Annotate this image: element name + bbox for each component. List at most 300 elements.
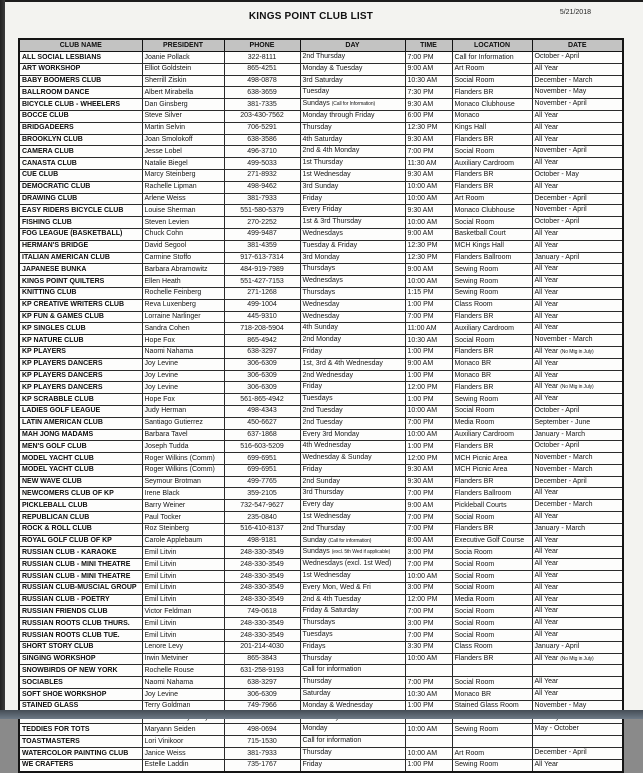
club-name-cell: MEN'S GOLF CLUB (19, 441, 142, 453)
day-text: Wednesdays (302, 229, 343, 237)
president-cell: Barbara Abramowitz (142, 264, 224, 276)
day-cell (300, 134, 405, 146)
club-name-cell: MODEL YACHT CLUB (19, 453, 142, 465)
date-note: (No Mtg in July) (560, 384, 594, 391)
time-cell: 10:00 AM (405, 405, 452, 417)
president-cell: Santiago Gutierrez (142, 417, 224, 429)
club-name-cell: PICKLEBALL CLUB (19, 500, 142, 512)
club-name-cell: BROOKLYN CLUB (19, 134, 142, 146)
phone-cell: 499-7765 (224, 476, 300, 488)
date-cell (532, 63, 623, 75)
time-cell: 10:00 AM (405, 653, 452, 665)
day-text: Tuesday (302, 88, 330, 96)
location-cell: Social Room (452, 335, 532, 347)
club-name-cell: RUSSIAN CLUB - KARAOKE (19, 547, 142, 559)
day-cell (300, 358, 405, 370)
location-cell: Monaco (452, 110, 532, 122)
time-cell: 7:00 PM (405, 677, 452, 689)
phone-cell: 484-919-7989 (224, 264, 300, 276)
president-cell: Elliot Goldstein (142, 63, 224, 75)
date-cell (532, 394, 623, 406)
time-cell: 9:30 AM (405, 134, 452, 146)
date-cell (532, 759, 623, 771)
day-cell (300, 689, 405, 701)
location-cell: Auxiliary Cardroom (452, 323, 532, 335)
table-row (19, 276, 623, 288)
location-cell: Social Room (452, 405, 532, 417)
president-cell: Seymour Brotman (142, 476, 224, 488)
date-cell (532, 405, 623, 417)
time-cell: 10:00 AM (405, 193, 452, 205)
club-name-cell: RUSSIAN CLUB - POETRY (19, 594, 142, 606)
table-row (19, 535, 623, 547)
date-cell (532, 323, 623, 335)
location-cell: Art Room (452, 193, 532, 205)
day-cell (300, 158, 405, 170)
table-row (19, 653, 623, 665)
day-note: (excl. 5th Wed if applicable) (331, 549, 391, 556)
table-row (19, 464, 623, 476)
location-cell: Socia Room (452, 547, 532, 559)
date-cell (532, 582, 623, 594)
day-text: Friday (302, 347, 322, 355)
scan-edge-top (0, 0, 643, 2)
day-cell (300, 394, 405, 406)
date-cell (532, 382, 623, 394)
club-name-cell: CUE CLUB (19, 169, 142, 181)
date-text: All Year (534, 64, 559, 72)
time-cell: 9:00 AM (405, 63, 452, 75)
table-row (19, 630, 623, 642)
phone-cell: 499-5033 (224, 158, 300, 170)
president-cell: Emil Litvin (142, 630, 224, 642)
date-cell (532, 441, 623, 453)
phone-cell: 306-6309 (224, 382, 300, 394)
day-text: 3rd Monday (302, 253, 340, 261)
date-cell (532, 547, 623, 559)
location-cell: Call for Information (452, 52, 532, 64)
phone-cell: 638-3297 (224, 677, 300, 689)
day-text: 1st Wednesday (302, 513, 351, 521)
day-cell (300, 335, 405, 347)
date-cell (532, 559, 623, 571)
location-cell: Media Room (452, 594, 532, 606)
time-cell: 10:00 AM (405, 748, 452, 760)
day-cell (300, 653, 405, 665)
table-row (19, 63, 623, 75)
table-row (19, 382, 623, 394)
date-text: November - May (534, 88, 587, 96)
location-cell: Auxiliary Cardroom (452, 158, 532, 170)
date-cell (532, 299, 623, 311)
time-cell: 12:00 PM (405, 453, 452, 465)
day-text: 1st Wednesday (302, 170, 351, 178)
col-header-president: PRESIDENT (142, 39, 224, 52)
phone-cell: 248-330-3549 (224, 559, 300, 571)
club-name-cell: ITALIAN AMERICAN CLUB (19, 252, 142, 264)
phone-cell: 381-4359 (224, 240, 300, 252)
table-row (19, 370, 623, 382)
president-cell: Rochelle Feinberg (142, 287, 224, 299)
date-text: All Year (534, 560, 559, 568)
day-text: 1st Wednesday (302, 572, 351, 580)
president-cell: Emil Litvin (142, 582, 224, 594)
location-cell: Social Room (452, 582, 532, 594)
location-cell: Flanders BR (452, 169, 532, 181)
day-cell (300, 169, 405, 181)
table-row (19, 181, 623, 193)
table-row (19, 500, 623, 512)
date-cell (532, 169, 623, 181)
day-cell (300, 547, 405, 559)
time-cell: 10:00 AM (405, 181, 452, 193)
club-name-cell: TOASTMASTERS (19, 736, 142, 748)
table-row (19, 87, 623, 99)
club-name-cell: SOCIABLES (19, 677, 142, 689)
date-text: January - March (534, 524, 586, 532)
phone-cell: 248-330-3549 (224, 582, 300, 594)
time-cell: 1:00 PM (405, 394, 452, 406)
club-name-cell: DEMOCRATIC CLUB (19, 181, 142, 193)
date-text: All Year (534, 760, 559, 768)
location-cell: Social Room (452, 571, 532, 583)
time-cell: 9:30 AM (405, 464, 452, 476)
table-row (19, 394, 623, 406)
president-cell: Jesse Lobel (142, 146, 224, 158)
president-cell: Barbara Tavel (142, 429, 224, 441)
time-cell: 11:30 AM (405, 158, 452, 170)
president-cell: Naomi Nahama (142, 346, 224, 358)
president-cell: Irene Black (142, 488, 224, 500)
president-cell: Emil Litvin (142, 547, 224, 559)
location-cell: Social Room (452, 630, 532, 642)
col-header-phone: PHONE (224, 39, 300, 52)
date-cell (532, 122, 623, 134)
time-cell: 1:15 PM (405, 287, 452, 299)
time-cell: 8:00 AM (405, 535, 452, 547)
table-row (19, 346, 623, 358)
president-cell: Marcy Steinberg (142, 169, 224, 181)
day-cell (300, 75, 405, 87)
phone-cell: 203-430-7562 (224, 110, 300, 122)
time-cell: 12:30 PM (405, 122, 452, 134)
time-cell: 9:00 AM (405, 228, 452, 240)
club-name-cell: KP PLAYERS (19, 346, 142, 358)
phone-cell: 381-7933 (224, 193, 300, 205)
president-cell: Roger Wilkins (Comm) (142, 453, 224, 465)
location-cell: Executive Golf Course (452, 535, 532, 547)
day-text: Thursdays (302, 288, 336, 296)
club-name-cell: ART WORKSHOP (19, 63, 142, 75)
location-cell: Stained Glass Room (452, 700, 532, 712)
table-row (19, 606, 623, 618)
day-cell (300, 724, 405, 736)
time-cell: 10:00 AM (405, 724, 452, 736)
phone-cell: 381-7933 (224, 748, 300, 760)
location-cell: Flanders BR (452, 134, 532, 146)
date-cell (532, 110, 623, 122)
time-cell: 7:30 PM (405, 87, 452, 99)
date-text: December - April (534, 194, 587, 202)
day-text: Every 3rd Monday (302, 430, 360, 438)
club-name-cell: KP FUN & GAMES CLUB (19, 311, 142, 323)
club-name-cell: RUSSIAN ROOTS CLUB TUE. (19, 630, 142, 642)
location-cell: Social Room (452, 146, 532, 158)
day-cell (300, 52, 405, 64)
day-cell (300, 677, 405, 689)
page-title: KINGS POINT CLUB LIST (248, 11, 374, 22)
day-cell (300, 181, 405, 193)
table-row (19, 264, 623, 276)
table-row (19, 724, 623, 736)
president-cell: Emil Litvin (142, 571, 224, 583)
president-cell: Chuck Cohn (142, 228, 224, 240)
time-cell: 12:00 PM (405, 382, 452, 394)
date-text: October - April (534, 442, 580, 450)
day-cell (300, 736, 405, 748)
time-cell (405, 665, 452, 677)
date-text: October - April (534, 218, 580, 226)
time-cell: 7:00 PM (405, 606, 452, 618)
day-text: Friday (302, 760, 322, 768)
club-name-cell: KP PLAYERS DANCERS (19, 370, 142, 382)
phone-cell: 235-0840 (224, 512, 300, 524)
date-cell (532, 417, 623, 429)
president-cell: Joy Levine (142, 382, 224, 394)
day-cell (300, 523, 405, 535)
day-text: Friday (302, 383, 322, 391)
time-cell (405, 736, 452, 748)
day-note: (Call for information) (328, 537, 372, 544)
table-row (19, 488, 623, 500)
phone-cell: 445-9310 (224, 311, 300, 323)
date-cell (532, 311, 623, 323)
phone-cell: 516-410-8137 (224, 523, 300, 535)
phone-cell: 248-330-3549 (224, 618, 300, 630)
day-cell (300, 594, 405, 606)
date-cell (532, 653, 623, 665)
location-cell: Flanders BR (452, 523, 532, 535)
col-header-date: DATE (532, 39, 623, 52)
day-cell (300, 582, 405, 594)
day-cell (300, 146, 405, 158)
president-cell: Carmine Stoffo (142, 252, 224, 264)
club-name-cell: MODEL YACHT CLUB (19, 464, 142, 476)
president-cell: Lori Vinikoor (142, 736, 224, 748)
date-cell (532, 205, 623, 217)
day-cell (300, 323, 405, 335)
date-cell (532, 146, 623, 158)
table-row (19, 228, 623, 240)
president-cell: Hope Fox (142, 335, 224, 347)
date-text: December - March (534, 76, 593, 84)
time-cell: 10:00 AM (405, 429, 452, 441)
table-row (19, 99, 623, 111)
day-text: Monday (302, 725, 328, 733)
president-cell: Sherrill Ziskin (142, 75, 224, 87)
president-cell: Reva Luxenberg (142, 299, 224, 311)
day-text: Friday (302, 194, 322, 202)
table-row (19, 110, 623, 122)
location-cell: Flanders BR (452, 311, 532, 323)
day-note: (Call for Information) (331, 101, 376, 108)
president-cell: Estelle Laddin (142, 759, 224, 771)
president-cell: Ellen Heath (142, 276, 224, 288)
club-name-cell: SINGING WORKSHOP (19, 653, 142, 665)
time-cell: 9:00 AM (405, 500, 452, 512)
time-cell: 9:00 AM (405, 358, 452, 370)
president-cell: Joy Levine (142, 689, 224, 701)
phone-cell: 201-214-4030 (224, 641, 300, 653)
location-cell: Sewing Room (452, 287, 532, 299)
day-cell (300, 759, 405, 771)
club-name-cell: KP PLAYERS DANCERS (19, 382, 142, 394)
day-text: Call for information (302, 666, 362, 674)
club-name-cell: LADIES GOLF LEAGUE (19, 405, 142, 417)
day-text: Thursday (302, 654, 332, 662)
table-row (19, 240, 623, 252)
phone-cell: 732-547-9627 (224, 500, 300, 512)
location-cell: Kings Hall (452, 122, 532, 134)
phone-cell: 306-6309 (224, 358, 300, 370)
location-cell: Social Room (452, 618, 532, 630)
time-cell: 9:30 AM (405, 99, 452, 111)
location-cell: Flanders BR (452, 441, 532, 453)
date-cell (532, 87, 623, 99)
date-cell (532, 618, 623, 630)
location-cell: Art Room (452, 748, 532, 760)
date-cell (532, 476, 623, 488)
day-text: Monday & Tuesday (302, 64, 363, 72)
club-name-cell: KP CREATIVE WRITERS CLUB (19, 299, 142, 311)
club-name-cell: MAH JONG MADAMS (19, 429, 142, 441)
table-row (19, 512, 623, 524)
day-text: Monday through Friday (302, 111, 375, 119)
phone-cell: 561-865-4942 (224, 394, 300, 406)
day-cell (300, 606, 405, 618)
club-name-cell: RUSSIAN CLUB-MUSCIAL GROUP (19, 582, 142, 594)
location-cell: Flanders BR (452, 181, 532, 193)
day-cell (300, 630, 405, 642)
day-cell (300, 264, 405, 276)
president-cell: Terry Goldman (142, 700, 224, 712)
location-cell: Monaco BR (452, 689, 532, 701)
president-cell: Joy Levine (142, 358, 224, 370)
date-text: All Year (534, 607, 559, 615)
president-cell: Steve Silver (142, 110, 224, 122)
day-text: 4th Saturday (302, 135, 343, 143)
club-name-cell: RUSSIAN CLUB - MINI THEATRE (19, 571, 142, 583)
date-text: All Year (534, 619, 559, 627)
date-text: October - April (534, 53, 580, 60)
day-cell (300, 122, 405, 134)
date-cell (532, 228, 623, 240)
phone-cell: 271-8932 (224, 169, 300, 181)
phone-cell: 498-0878 (224, 75, 300, 87)
location-cell: Flanders BR (452, 346, 532, 358)
date-cell (532, 158, 623, 170)
date-text: All Year (534, 489, 559, 497)
phone-cell: 638-3297 (224, 346, 300, 358)
day-text: Monday & Wednesday (302, 701, 373, 709)
president-cell: Arlene Weiss (142, 193, 224, 205)
date-text: January - April (534, 642, 580, 650)
location-cell: Class Room (452, 299, 532, 311)
date-text: November - April (534, 100, 587, 108)
location-cell: Class Room (452, 641, 532, 653)
date-text: January - April (534, 253, 580, 261)
day-text: Wednesdays (excl. 1st Wed) (302, 560, 392, 568)
club-name-cell: DRAWING CLUB (19, 193, 142, 205)
day-text: Sundays (302, 100, 330, 108)
phone-cell: 631-258-9193 (224, 665, 300, 677)
location-cell: Social Room (452, 559, 532, 571)
day-cell (300, 559, 405, 571)
date-text: All Year (534, 277, 559, 285)
time-cell: 3:30 PM (405, 641, 452, 653)
phone-cell: 498-4343 (224, 405, 300, 417)
table-row (19, 299, 623, 311)
col-header-club-name: CLUB NAME (19, 39, 142, 52)
phone-cell: 248-330-3549 (224, 571, 300, 583)
document-page (5, 2, 643, 769)
location-cell: Media Room (452, 417, 532, 429)
president-cell: Lorraine Narlinger (142, 311, 224, 323)
day-cell (300, 453, 405, 465)
day-cell (300, 476, 405, 488)
day-cell (300, 641, 405, 653)
time-cell: 12:00 PM (405, 594, 452, 606)
day-cell (300, 441, 405, 453)
table-row (19, 158, 623, 170)
club-name-cell: KP PLAYERS DANCERS (19, 358, 142, 370)
phone-cell: 706-5291 (224, 122, 300, 134)
club-name-cell: KNITTING CLUB (19, 287, 142, 299)
date-cell (532, 630, 623, 642)
date-text: All Year (534, 395, 559, 403)
club-name-cell: NEWCOMERS CLUB OF KP (19, 488, 142, 500)
table-row (19, 429, 623, 441)
date-cell (532, 240, 623, 252)
day-text: 2nd & 4th Monday (302, 147, 360, 155)
day-text: Wednesday (302, 300, 340, 308)
club-name-cell: ROYAL GOLF CLUB OF KP (19, 535, 142, 547)
phone-cell: 499-1004 (224, 299, 300, 311)
day-text: Friday & Saturday (302, 607, 359, 615)
club-name-cell: SHORT STORY CLUB (19, 641, 142, 653)
date-text: January - March (534, 430, 586, 438)
location-cell: Flanders BR (452, 476, 532, 488)
president-cell: Louise Sherman (142, 205, 224, 217)
date-text: All Year (534, 690, 559, 698)
day-cell (300, 252, 405, 264)
day-text: Thursday (302, 678, 332, 686)
president-cell: Rochelle Rouse (142, 665, 224, 677)
date-cell (532, 488, 623, 500)
club-table (18, 38, 624, 773)
day-text: Tuesdays (302, 631, 333, 639)
date-text: November - April (534, 206, 587, 214)
club-name-cell: BOCCE CLUB (19, 110, 142, 122)
date-cell (532, 641, 623, 653)
day-cell (300, 429, 405, 441)
phone-cell: 865-4942 (224, 335, 300, 347)
day-text: 3rd Thursday (302, 489, 344, 497)
location-cell: MCH Kings Hall (452, 240, 532, 252)
phone-cell: 699-6951 (224, 453, 300, 465)
day-cell (300, 500, 405, 512)
table-row (19, 146, 623, 158)
